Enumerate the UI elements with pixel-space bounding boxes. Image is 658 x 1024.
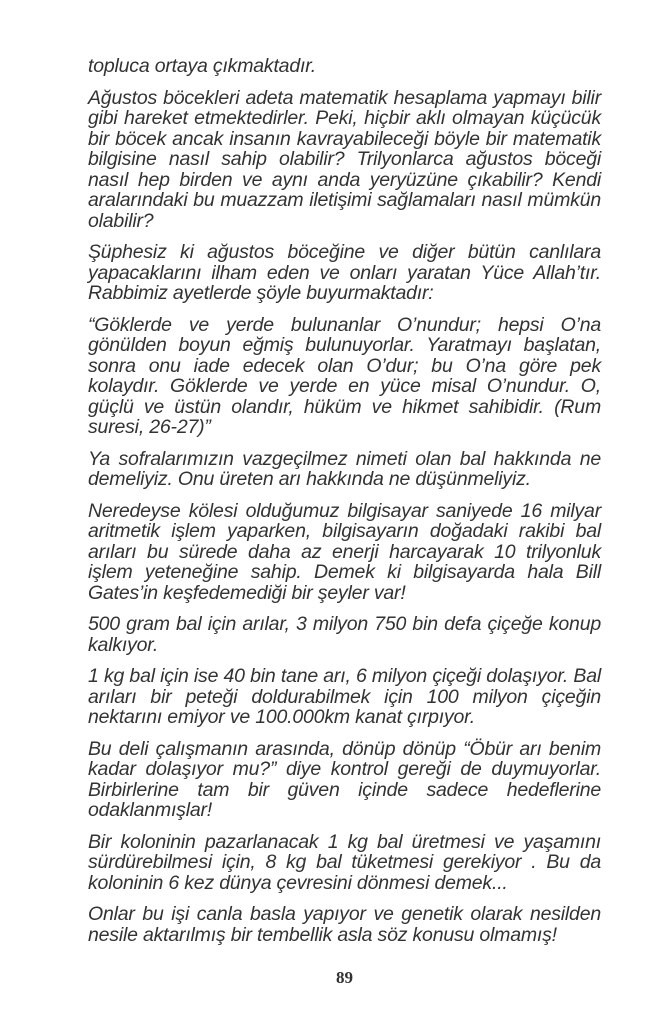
paragraph: Şüphesiz ki ağustos böceğine ve diğer bütün canlılara yapacaklarını ilham eden ve onları yaratan Yüce Allah’tır. Rabbimiz ayetlerde şöyle buyurmaktadır: — [88, 241, 601, 304]
paragraph: Onlar bu işi canla basla yapıyor ve genetik olarak nesilden nesile aktarılmış bir tembellik asla söz konusu olmamış! — [88, 903, 601, 946]
page-content — [88, 56, 601, 945]
paragraph: Ağustos böcekleri adeta matematik hesaplama yapmayı bilir gibi hareket etmektedirler. Peki, hiçbir aklı olmayan küçücük bir böcek ancak insanın kavrayabileceği böyle bir matematik bilgisine nasıl sahip olabilir? Trilyonlarca ağustos böceği nasıl hep birden ve aynı anda yeryüzüne çıkabilir? Kendi aralarındaki bu muazzam iletişimi sağlamaları nasıl mümkün olabilir? — [88, 86, 601, 232]
paragraph: 500 gram bal için arılar, 3 milyon 750 bin defa çiçeğe konup kalkıyor. — [88, 613, 601, 656]
paragraph: Bu deli çalışmanın arasında, dönüp dönüp “Öbür arı benim kadar dolaşıyor mu?” diye kontrol gereği de duymuyorlar. Birbirlerine tam bir güven içinde sadece hedeflerine odaklanmışlar! — [88, 737, 601, 821]
paragraph: 1 kg bal için ise 40 bin tane arı, 6 milyon çiçeği dolaşıyor. Bal arıları bir peteği doldurabilmek için 100 milyon çiçeğin nektarını emiyor ve 100.000km kanat çırpıyor. — [88, 665, 601, 728]
paragraph: topluca ortaya çıkmaktadır. — [88, 55, 316, 77]
paragraph: Neredeyse kölesi olduğumuz bilgisayar saniyede 16 milyar aritmetik işlem yaparken, bilgisayarın doğadaki rakibi bal arıları bu sürede daha az enerji harcayarak 10 trilyonluk işlem yeteneğine sahip. Demek ki bilgisayarda hala Bill Gates’in keşfedemediği bir şeyler var! — [88, 499, 601, 604]
paragraph-quote-verse: “Göklerde ve yerde bulunanlar O’nundur; hepsi O’na gönülden boyun eğmiş bulunuyorlar. Yaratmayı başlatan, sonra onu iade edecek olan O’dur; bu O’na göre pek kolaydır. Göklerde ve yerde en yüce misal O’nundur. O, güçlü ve üstün olandır, hüküm ve hikmet sahibidir. (Rum suresi, 26-27)” — [88, 313, 601, 438]
paragraph: Ya sofralarımızın vazgeçilmez nimeti olan bal hakkında ne demeliyiz. Onu üreten arı hakkında ne düşünmeliyiz. — [88, 447, 601, 490]
page-footer — [88, 968, 601, 988]
paragraph: Bir koloninin pazarlanacak 1 kg bal üretmesi ve yaşamını sürdürebilmesi için, 8 kg bal tüketmesi gerekiyor . Bu da koloninin 6 kez dünya çevresini dönmesi demek... — [88, 830, 601, 894]
page-number: 89 — [336, 968, 353, 987]
